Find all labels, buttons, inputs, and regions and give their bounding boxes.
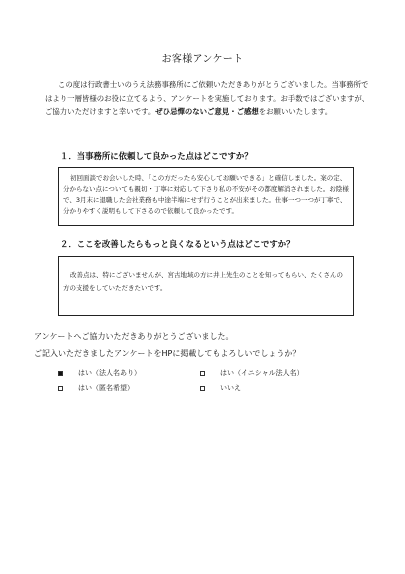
option-named[interactable] <box>58 368 141 378</box>
intro-tail: をお願いいたします。 <box>258 107 333 116</box>
option-initials[interactable] <box>200 368 304 378</box>
closing-line-1: アンケートへご協力いただきありがとうございました。 <box>34 332 234 341</box>
question-2-heading: ２．ここを改善したらもっと良くなるという点はどこですか？ <box>60 239 295 249</box>
closing-text <box>34 328 300 362</box>
question-1-answer: 初回面談でお会いした時、「この方だったら安心してお願いできる」と確信しました。案の定、分からない点についても親切・丁寧に対応して下さり私の不安がその都度解消されました。お陰様で、3月末に退職した会社業務も中途半端にせず行うことが出来ました。仕事一つ一つが丁寧で、分かりやすく説明もして下さるので依頼して良かったです。 <box>58 167 354 226</box>
option-label: いいえ <box>220 384 241 392</box>
checkbox-icon[interactable] <box>58 386 63 391</box>
option-anonymous[interactable] <box>58 383 134 393</box>
page-title: お客様アンケート <box>161 54 244 65</box>
option-label: はい（イニシャル法人名） <box>220 369 304 377</box>
closing-line-2: ご記入いただきましたアンケートをHPに掲載してもよろしいでしょうか？ <box>34 349 301 358</box>
question-2-answer: 改善点は、特にございませんが、宮古地域の方に井上先生のことを知ってもらい、たくさんの方の支援をしていただきたいです。 <box>58 256 354 316</box>
intro-text: この度は行政書士いのうえ法務事務所にご依頼いただきありがとうございました。当事務所ではより一層皆様のお役に立てるよう、アンケートを実施しております。お手数ではございますが、ご協力いただけますと幸いです。 <box>45 80 370 116</box>
publish-options <box>58 364 358 404</box>
option-label: はい（匿名希望） <box>78 384 134 392</box>
intro-emphasis: ぜひ忌憚のないご意見・ご感想 <box>155 107 259 116</box>
option-label: はい（法人名あり） <box>78 369 141 377</box>
checkbox-icon[interactable] <box>200 371 205 376</box>
checkbox-icon[interactable] <box>58 371 63 376</box>
checkbox-icon[interactable] <box>200 386 205 391</box>
option-no[interactable] <box>200 383 241 393</box>
intro-paragraph <box>45 78 370 119</box>
question-1-heading: １．当事務所に依頼して良かった点はどこですか？ <box>60 151 253 161</box>
